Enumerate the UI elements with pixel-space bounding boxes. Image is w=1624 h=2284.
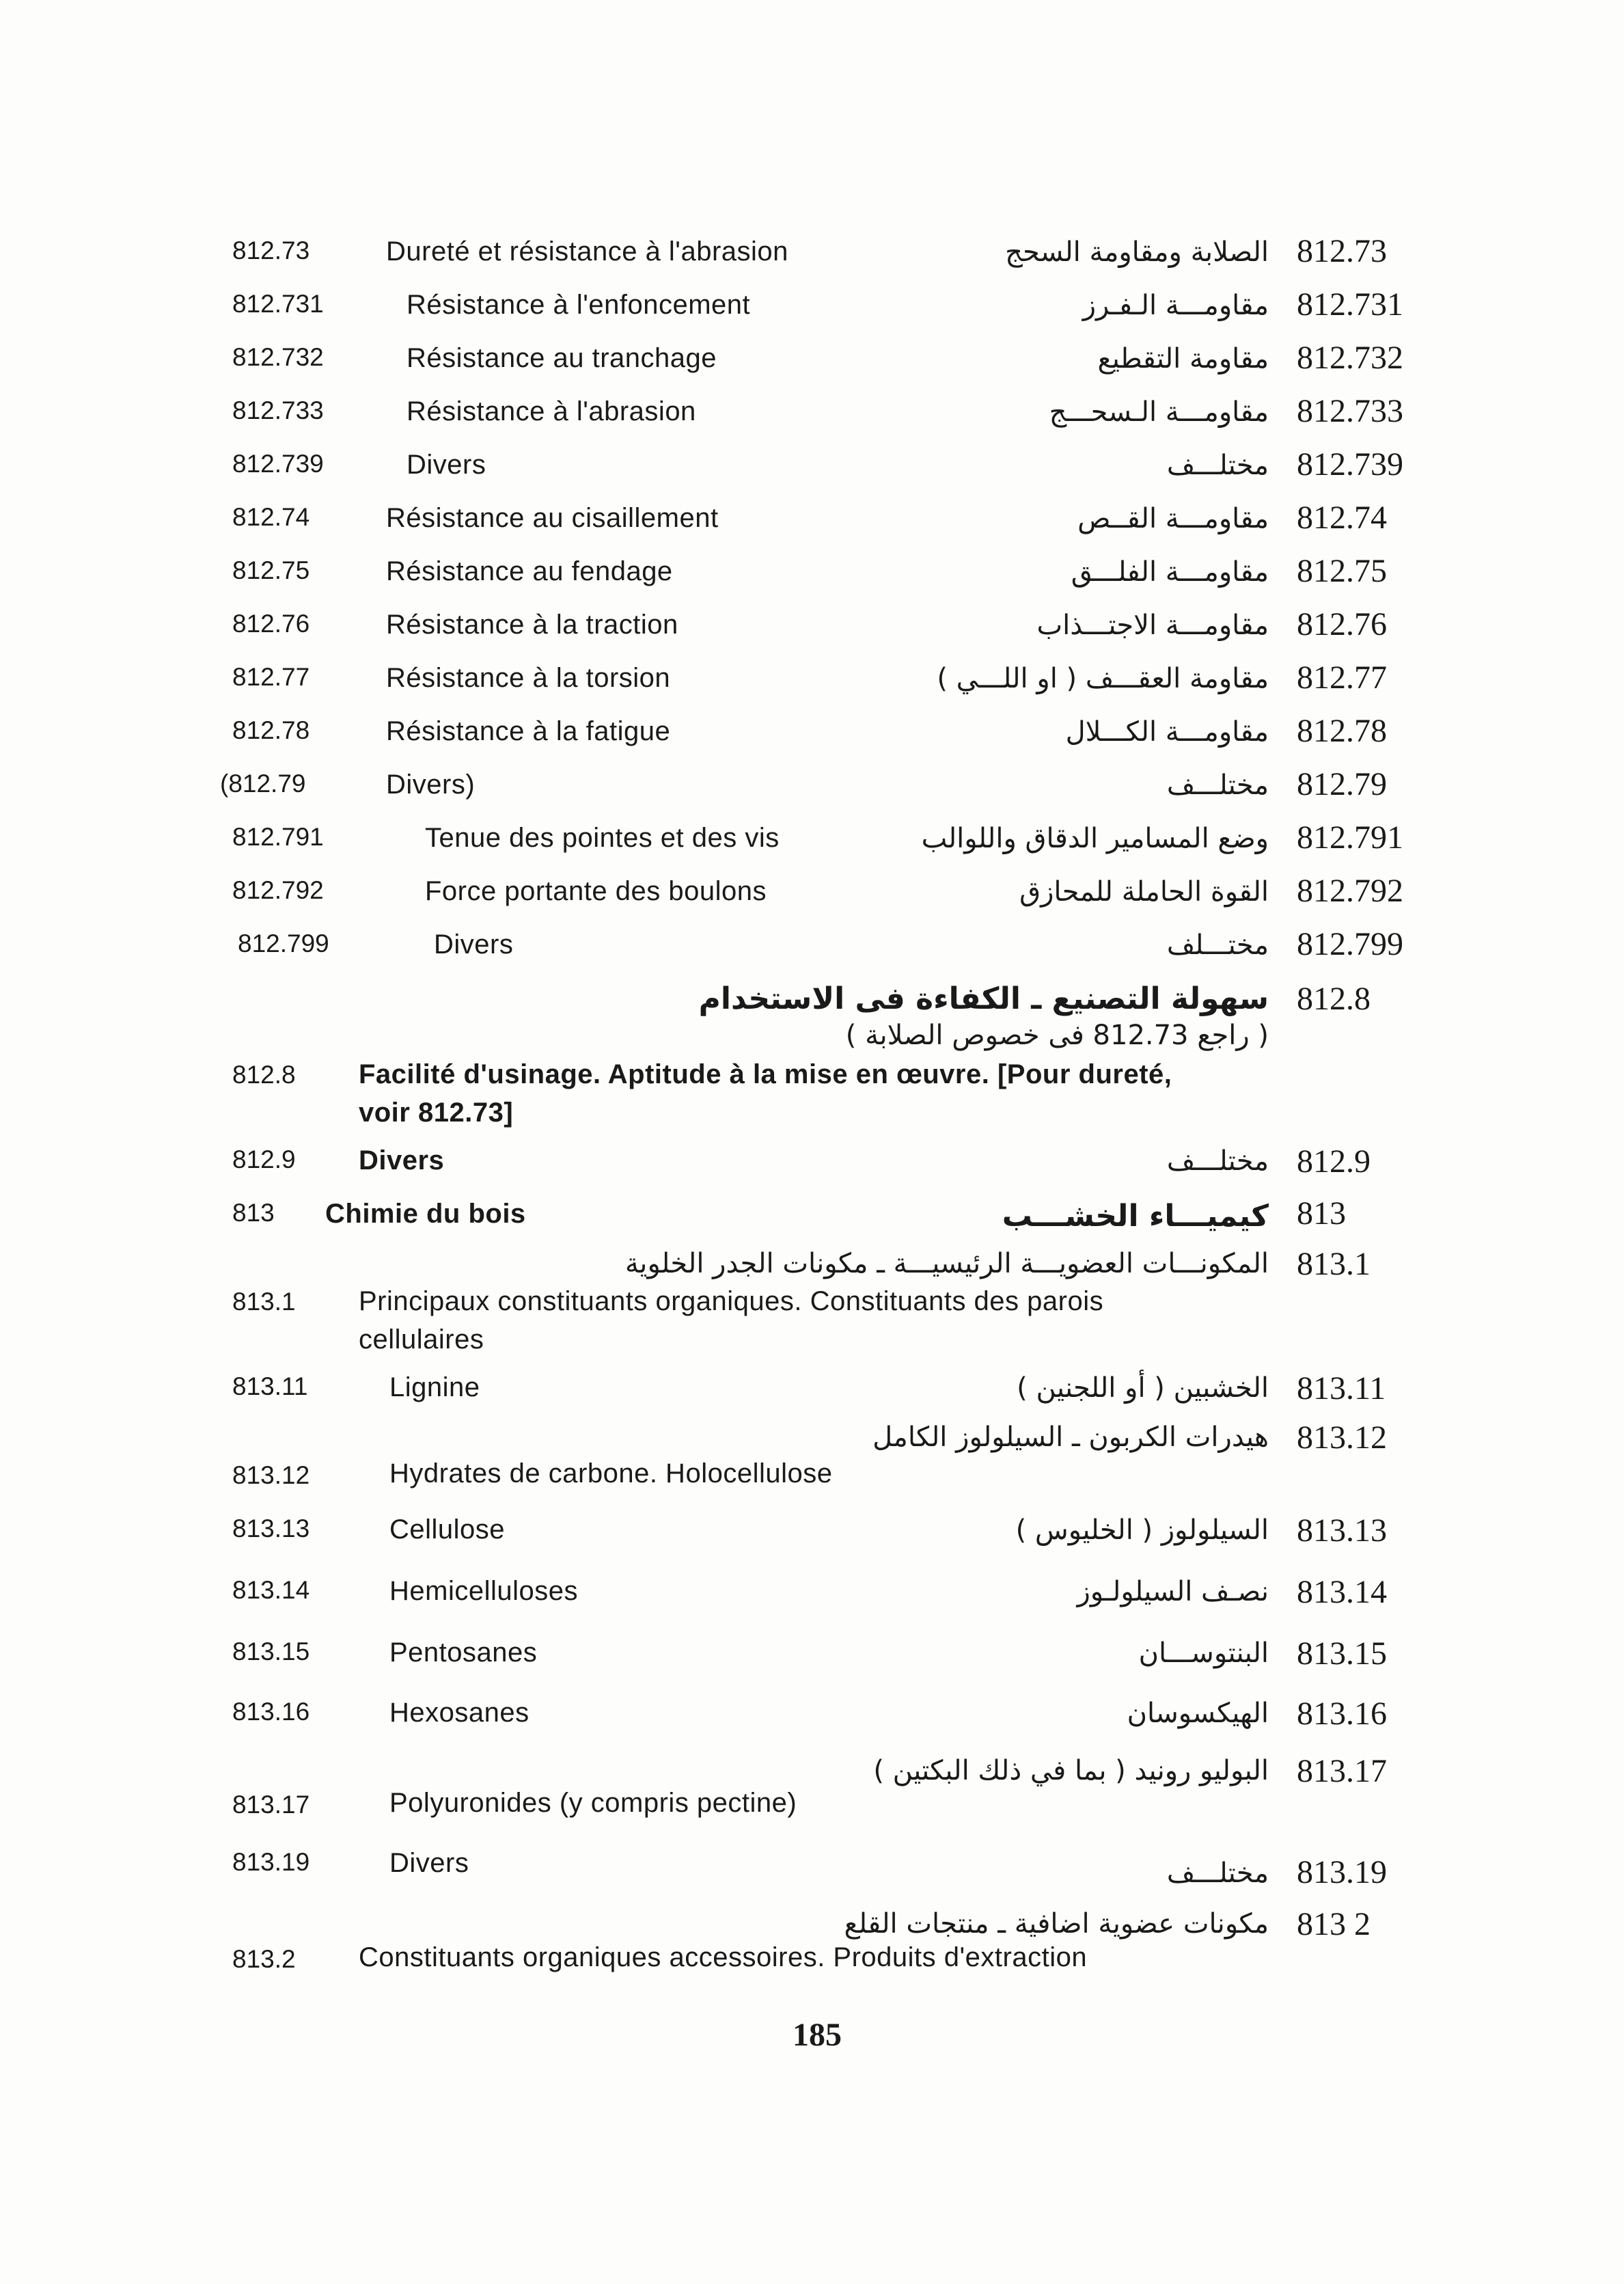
entry-row: [0, 981, 1624, 1128]
entry-row: [0, 926, 1624, 962]
ar-code: 813.13: [1297, 1512, 1387, 1549]
fr-label: Résistance à la traction: [386, 610, 678, 640]
fr-label: Polyuronides (y compris pectine): [389, 1788, 797, 1818]
ar-code: 812.8: [1297, 981, 1371, 1017]
ar-code: 813.11: [1297, 1370, 1386, 1406]
ar-label: القوة الحاملة للمحازق: [1019, 876, 1269, 908]
fr-code: 813.12: [232, 1461, 310, 1489]
ar-label: مقاومـــة الكـــلال: [1065, 716, 1269, 748]
fr-code: 813.2: [232, 1945, 296, 1973]
fr-label: Principaux constituants organiques. Constituants des parois cellulaires: [359, 1286, 1104, 1355]
ar-code: 812.73: [1297, 233, 1387, 269]
fr-code: 812.78: [232, 716, 310, 744]
ar-code: 813.15: [1297, 1635, 1387, 1672]
fr-code: 812.75: [232, 556, 310, 584]
entry-row: [0, 1574, 1624, 1610]
ar-code: 812.731: [1297, 286, 1403, 323]
ar-code: 813.19: [1297, 1854, 1387, 1890]
fr-label: Divers: [389, 1848, 469, 1878]
fr-label: Résistance à l'enfoncement: [407, 290, 751, 320]
fr-label: Résistance au cisaillement: [386, 503, 719, 533]
entry-row: [0, 1370, 1624, 1406]
ar-label: مقاومـــة الفلـــق: [1071, 556, 1269, 588]
fr-code: 813.19: [232, 1848, 310, 1876]
entry-row: [0, 1635, 1624, 1672]
ar-code: 813.16: [1297, 1696, 1387, 1732]
ar-code: 812.799: [1297, 926, 1403, 962]
entry-row: [0, 660, 1624, 696]
entry-row: [0, 1906, 1624, 1973]
fr-label: Lignine: [389, 1372, 480, 1402]
ar-label: مقاومـــة القــص: [1077, 503, 1269, 534]
ar-label: مقاومة العقـــف ( او اللـــي ): [937, 663, 1269, 694]
fr-label: Constituants organiques accessoires. Produits d'extraction: [359, 1942, 1088, 1972]
ar-label: مختلـــف: [1166, 1145, 1269, 1177]
fr-code: 812.791: [232, 823, 324, 851]
fr-code: 812.73: [232, 236, 310, 264]
ar-label: مقاومة التقطيع: [1097, 343, 1269, 375]
ar-code: 812.76: [1297, 606, 1387, 642]
ar-label: مكونات عضوية اضافية ـ منتجات القلع: [844, 1908, 1269, 1940]
fr-label: Résistance au tranchage: [407, 343, 717, 373]
ar-label: مختـــلف: [1166, 929, 1269, 961]
fr-code: 813.15: [232, 1637, 310, 1666]
ar-label: مختلـــف: [1166, 450, 1269, 481]
ar-label: البوليو رونيد ( بما في ذلك البكتين ): [873, 1755, 1269, 1786]
ar-code: 812.75: [1297, 553, 1387, 589]
ar-label: المكونـــات العضويـــة الرئيسيـــة ـ مكونات الجدر الخلوية: [624, 1248, 1269, 1279]
fr-code: (812.79: [220, 770, 306, 798]
fr-code: 812.799: [238, 929, 329, 957]
fr-label: Hexosanes: [389, 1698, 529, 1728]
ar-label: مقاومـــة الـسحـــج: [1049, 396, 1269, 428]
ar-code: 813.1: [1297, 1246, 1371, 1282]
fr-code: 812.76: [232, 610, 310, 638]
fr-label: Résistance à l'abrasion: [407, 396, 696, 426]
entry-row: [0, 1512, 1624, 1549]
fr-code: 813.16: [232, 1698, 310, 1726]
fr-code: 813.13: [232, 1514, 310, 1542]
fr-label: Dureté et résistance à l'abrasion: [386, 236, 788, 267]
entry-row: [0, 873, 1624, 909]
fr-label: Résistance à la fatigue: [386, 716, 671, 746]
fr-label: Divers: [359, 1145, 445, 1175]
fr-code: 812.731: [232, 290, 324, 318]
fr-label: Chimie du bois: [325, 1199, 526, 1229]
fr-label: Résistance au fendage: [386, 556, 673, 586]
fr-code: 812.74: [232, 503, 310, 531]
fr-code: 813: [232, 1199, 275, 1227]
fr-label: Tenue des pointes et des vis: [425, 823, 780, 853]
ar-label: مختلـــف: [1166, 1858, 1269, 1889]
ar-code: 812.791: [1297, 819, 1403, 856]
fr-code: 813.14: [232, 1576, 310, 1604]
fr-code: 813.1: [232, 1288, 296, 1316]
ar-code: 812.77: [1297, 660, 1387, 696]
fr-label: Divers): [386, 770, 476, 800]
fr-code: 812.792: [232, 876, 324, 904]
ar-code: 812.74: [1297, 500, 1387, 536]
entry-row: [0, 500, 1624, 536]
ar-label: هيدرات الكربون ـ السيلولوز الكامل: [872, 1422, 1269, 1453]
ar-label: سهولة التصنيع ـ الكفاءة فى الاستخدام: [698, 981, 1269, 1016]
ar-label: السيلولوز ( الخليوس ): [1015, 1514, 1269, 1546]
entry-row: [0, 233, 1624, 269]
fr-code: 813.11: [232, 1372, 308, 1400]
ar-code: 813.12: [1297, 1419, 1387, 1456]
ar-code: 812.79: [1297, 766, 1387, 802]
fr-code: 812.733: [232, 396, 324, 424]
entry-row: [0, 1753, 1624, 1819]
ar-label: وضع المسامير الدقاق واللوالب: [921, 823, 1269, 854]
entry-row: [0, 1848, 1624, 1890]
ar-code: 812.78: [1297, 713, 1387, 749]
ar-code: 813.14: [1297, 1574, 1387, 1610]
fr-label: Hydrates de carbone. Holocellulose: [389, 1458, 833, 1488]
entry-row: [0, 393, 1624, 429]
entry-row: [0, 713, 1624, 749]
fr-label: Cellulose: [389, 1514, 506, 1545]
fr-label: Hemicelluloses: [389, 1576, 578, 1606]
fr-code: 813.17: [232, 1791, 310, 1819]
ar-label: الصلابة ومقاومة السحج: [1005, 236, 1269, 268]
fr-label: Divers: [434, 929, 514, 960]
ar-code: 813 2: [1297, 1906, 1371, 1942]
fr-code: 812.739: [232, 450, 324, 478]
ar-code: 813: [1297, 1195, 1346, 1232]
fr-label: Force portante des boulons: [425, 876, 767, 906]
ar-label: مقاومـــة الـفـرز: [1082, 290, 1269, 321]
fr-label: Facilité d'usinage. Aptitude à la mise en œuvre. [Pour dureté, voir 812.73]: [359, 1059, 1172, 1128]
ar-label: مقاومـــة الاجتـــذاب: [1036, 610, 1269, 641]
fr-code: 812.77: [232, 663, 310, 691]
ar-code: 812.732: [1297, 340, 1403, 376]
ar-label: الهيكسوسان: [1127, 1698, 1269, 1729]
entry-row: [0, 1246, 1624, 1355]
ar-label-note: ( راجع 812.73 فى خصوص الصلابة ): [845, 1020, 1269, 1051]
fr-label: Divers: [407, 450, 486, 480]
ar-code: 812.792: [1297, 873, 1403, 909]
ar-code: 812.733: [1297, 393, 1403, 429]
fr-label: Pentosanes: [389, 1637, 538, 1668]
ar-label: نصـف السيلولـوز: [1077, 1576, 1269, 1607]
ar-code: 813.17: [1297, 1753, 1387, 1789]
entry-row: [0, 340, 1624, 376]
entry-row: [0, 819, 1624, 856]
page-number: 185: [793, 2017, 842, 2053]
ar-label: الخشبين ( أو اللجنين ): [1017, 1372, 1269, 1404]
ar-label: البنتوســـان: [1138, 1637, 1269, 1669]
ar-code: 812.9: [1297, 1143, 1371, 1180]
entry-row: [0, 1143, 1624, 1180]
fr-code: 812.732: [232, 343, 324, 371]
fr-label: Résistance à la torsion: [386, 663, 671, 693]
entry-row: [0, 553, 1624, 589]
ar-label: مختلـــف: [1166, 770, 1269, 801]
ar-label: كيميـــاء الخشـــب: [1002, 1199, 1269, 1234]
fr-code: 812.9: [232, 1145, 296, 1173]
ar-code: 812.739: [1297, 446, 1403, 482]
fr-code: 812.8: [232, 1061, 296, 1089]
